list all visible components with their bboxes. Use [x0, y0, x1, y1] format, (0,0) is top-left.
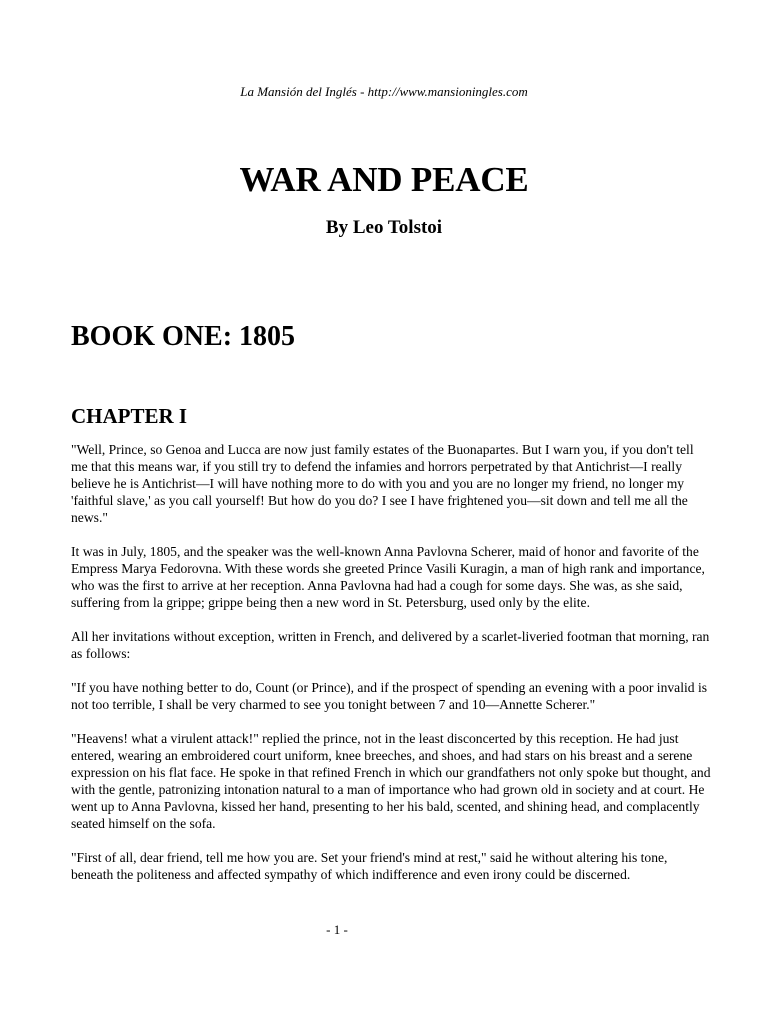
author-line: By Leo Tolstoi — [325, 217, 443, 238]
book-title: WAR AND PEACE — [239, 160, 529, 199]
paragraph: "First of all, dear friend, tell me how you are. Set your friend's mind at rest," said he without altering his tone, beneath the politeness and affected sympathy of which indifference and even irony could be discerned. — [71, 850, 668, 882]
paragraph: "Well, Prince, so Genoa and Lucca are now just family estates of the Buonapartes. But I warn you, if you don't tell me that this means war, if you still try to defend the infamies and horrors perpetrated by that Antichrist—I really believe he is Antichrist—I will have nothing more to do with you and you are no longer my friend, no longer my 'faithful slave,' as you call yourself! But how do you do? I see I have frightened you—sit down and tell me all the news." — [71, 442, 694, 525]
paragraph: It was in July, 1805, and the speaker was the well-known Anna Pavlovna Scherer, maid of honor and favorite of the Empress Marya Fedorovna. With these words she greeted Prince Vasili Kuragin, a man of high rank and importance, who was the first to arrive at her reception. Anna Pavlovna had had a cough for some days. She was, as she said, suffering from la grippe; grippe being then a new word in St. Petersburg, used only by the elite. — [71, 544, 705, 610]
chapter-body — [71, 441, 711, 900]
site-header: La Mansión del Inglés - http://www.mansioningles.com — [240, 84, 528, 99]
paragraph: "If you have nothing better to do, Count (or Prince), and if the prospect of spending an evening with a poor invalid is not too terrible, I shall be very charmed to see you tonight between 7 and 10—Annette Scherer." — [71, 680, 708, 712]
chapter-heading: CHAPTER I — [71, 404, 188, 428]
paragraph: "Heavens! what a virulent attack!" replied the prince, not in the least disconcerted by this reception. He had just entered, wearing an embroidered court uniform, knee breeches, and shoes, and had stars on his breast and a serene expression on his flat face. He spoke in that refined French in which our grandfathers not only spoke but thought, and with the gentle, patronizing intonation natural to a man of importance who had grown old in society and at court. He went up to Anna Pavlovna, kissed her hand, presenting to her his bald, scented, and shining head, and complacently seated himself on the sofa. — [71, 731, 711, 831]
book-heading: BOOK ONE: 1805 — [71, 321, 296, 352]
page-number: - 1 - — [326, 922, 348, 937]
paragraph: All her invitations without exception, written in French, and delivered by a scarlet-liveried footman that morning, ran as follows: — [71, 629, 710, 661]
